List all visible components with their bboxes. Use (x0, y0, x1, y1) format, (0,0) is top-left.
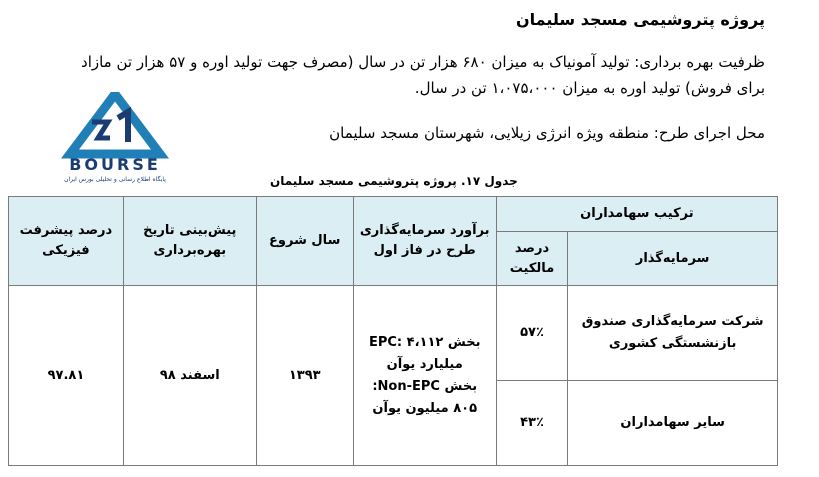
logo-wordmark: BOURSE (69, 155, 161, 174)
header-physical-progress: درصد پیشرفت فیزیکی (9, 197, 124, 286)
ownership-cell: ۴۳٪ (496, 381, 568, 466)
investor-cell: سایر سهامداران (568, 381, 778, 466)
header-start-year: سال شروع (256, 197, 353, 286)
header-ownership: درصد مالکیت (496, 232, 568, 286)
table-row (9, 286, 778, 381)
investment-line: بخش EPC: ۴،۱۱۲ (368, 334, 481, 350)
physical-progress-cell: ۹۷.۸۱ (9, 286, 124, 466)
page-heading: پروژه پتروشیمی مسجد سلیمان (515, 10, 765, 29)
investment-line: بخش Non-EPC: (372, 378, 478, 394)
header-investor: سرمایه‌گذار (568, 232, 778, 286)
ownership-cell: ۵۷٪ (496, 286, 568, 381)
operation-date-cell: اسفند ۹۸ (123, 286, 256, 466)
investment-line: میلیارد یوآن (386, 356, 463, 372)
table-header-row (9, 197, 778, 232)
start-year-cell: ۱۳۹۳ (256, 286, 353, 466)
header-investment: برآورد سرمایه‌گذاری طرح در فاز اول (353, 197, 496, 286)
location-text: محل اجرای طرح: منطقه ویژه انرژی زیلایی، شهرستان مسجد سلیمان (329, 124, 765, 142)
investment-cell (353, 286, 496, 466)
logo-tagline: پایگاه اطلاع رسانی و تحلیلی بورس ایران (64, 176, 166, 183)
bourse-logo (40, 92, 190, 184)
table-caption: جدول ۱۷. پروژه پتروشیمی مسجد سلیمان (270, 174, 518, 188)
capacity-text-line1: ظرفیت بهره برداری: تولید آمونیاک به میزان ۶۸۰ هزار تن در سال (مصرف جهت تولید اوره و ۵۷ هزار تن مازاد (81, 53, 765, 71)
project-table (8, 196, 778, 466)
investor-cell: شرکت سرمایه‌گذاری صندوق بازنشستگی کشوری (568, 286, 778, 381)
header-shareholders: ترکیب سهامداران (496, 197, 777, 232)
logo-graphic (40, 92, 190, 184)
capacity-text-line2: برای فروش) تولید اوره به میزان ۱،۰۷۵،۰۰۰ تن در سال. (414, 79, 765, 97)
investment-line: ۸۰۵ میلیون یوآن (372, 400, 478, 416)
header-operation-date: پیش‌بینی تاریخ بهره‌برداری (123, 197, 256, 286)
